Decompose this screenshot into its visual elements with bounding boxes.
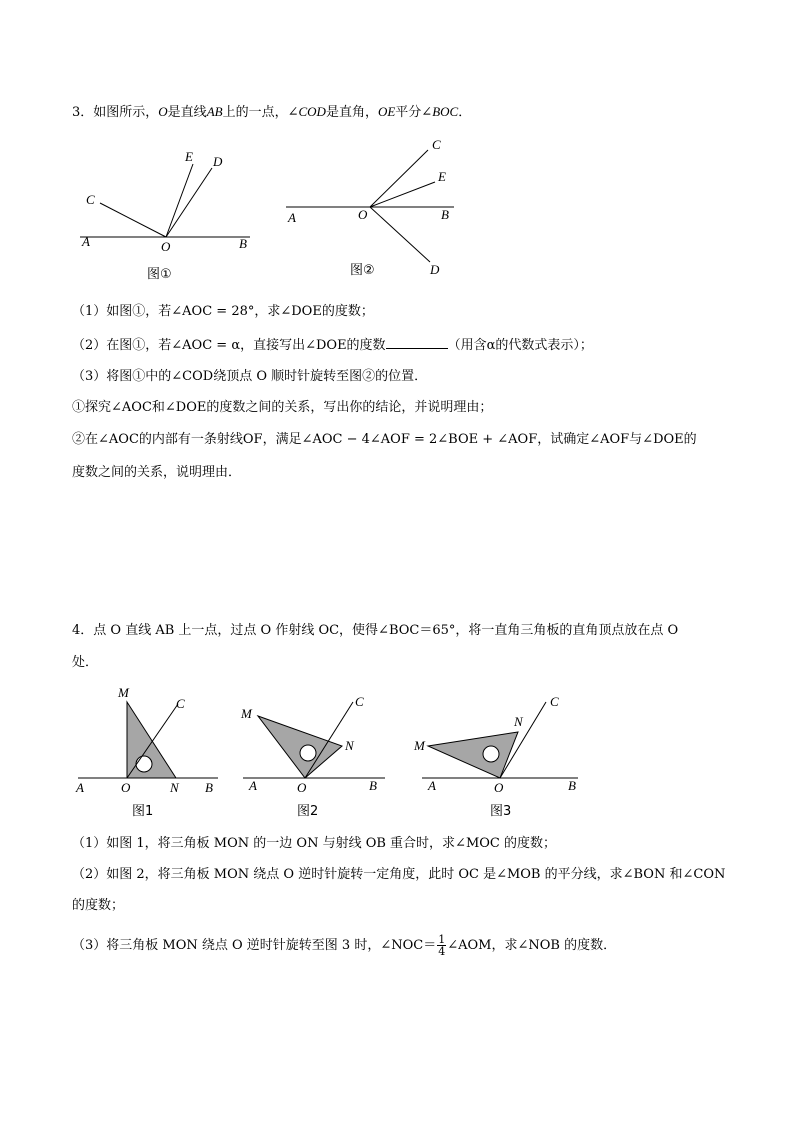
ray-od [166, 168, 212, 237]
figure-caption: 图3 [490, 804, 512, 819]
label-b: B [205, 780, 213, 795]
q4-part3 [72, 934, 616, 957]
q4-part3-text: ∠AOM，求∠NOB 的度数． [447, 938, 617, 953]
label-b: B [239, 236, 247, 251]
figure-caption: 图① [147, 267, 172, 282]
q4-intro-line1: 4．点 O 直线 AB 上一点，过点 O 作射线 OC，使得∠BOC＝65°，将一直角三角板的直角顶点放在点 O [72, 623, 679, 638]
ray-oc [100, 203, 166, 237]
q3-part3-2b: 度数之间的关系，说明理由． [72, 465, 242, 480]
plate-hole [483, 746, 499, 762]
label-o: O [358, 207, 368, 222]
fraction [437, 934, 446, 957]
label-n: N [514, 714, 523, 729]
q4-figure-1 [70, 682, 230, 824]
q3-intro-text: 3．如图所示， [72, 105, 159, 120]
q3-part1: （1）如图①，若∠AOC = 28°，求∠DOE的度数； [72, 304, 374, 319]
figure-caption: 图1 [132, 804, 154, 819]
q4-part2a: （2）如图 2，将三角板 MON 绕点 O 逆时针旋转一定角度，此时 OC 是∠MOB 的平分线，求∠BON 和∠CON [72, 867, 726, 882]
figure-caption: 图② [350, 263, 375, 278]
label-c: C [432, 137, 441, 152]
q4-part2b: 的度数； [72, 898, 125, 913]
label-b: B [441, 207, 449, 222]
q3-intro-text: 是直角， [325, 105, 378, 120]
label-c: C [355, 694, 364, 709]
fraction-numerator: 1 [438, 933, 446, 946]
q3-intro-var: BOC [432, 104, 459, 119]
q4-part3-text: （3）将三角板 MON 绕点 O 逆时针旋转至图 3 时，∠NOC＝ [72, 938, 437, 953]
figure-caption: 图2 [297, 804, 319, 819]
label-o: O [297, 780, 307, 795]
label-d: D [430, 262, 440, 277]
q3-part3: （3）将图①中的∠COD绕顶点 O 顺时针旋转至图②的位置． [72, 369, 428, 384]
q3-intro-text: 是直线 [167, 105, 207, 120]
label-a: A [428, 778, 436, 793]
triangle-plate [258, 716, 342, 778]
label-o: O [121, 780, 131, 795]
label-a: A [249, 778, 257, 793]
q4-intro-line2: 处． [72, 655, 99, 670]
q3-intro-var: COD [298, 104, 326, 119]
label-m: M [241, 706, 252, 721]
q3-part2 [72, 336, 593, 354]
label-e: E [185, 149, 193, 164]
plate-hole [136, 756, 152, 772]
label-b: B [369, 778, 377, 793]
label-o: O [494, 780, 504, 795]
label-a: A [82, 234, 90, 249]
label-c: C [86, 192, 95, 207]
q4-figure-2 [235, 688, 395, 824]
label-c: C [176, 696, 185, 711]
label-o: O [161, 239, 171, 254]
ray-od [370, 207, 430, 262]
label-a: A [76, 780, 84, 795]
plate-hole [300, 745, 316, 761]
q3-intro-var: O [158, 104, 168, 119]
q4-figure-3 [410, 688, 590, 824]
q3-intro-var: AB [206, 104, 223, 119]
q3-part2-text: （2）在图①，若∠AOC = α，直接写出∠DOE的度数 [72, 338, 386, 353]
q3-intro-text: ． [458, 105, 472, 120]
label-c: C [550, 694, 559, 709]
label-d: D [213, 154, 223, 169]
q4-part1: （1）如图 1，将三角板 MON 的一边 ON 与射线 OB 重合时，求∠MOC 的度数； [72, 836, 556, 851]
q3-part2-text: （用含α的代数式表示）； [447, 338, 593, 353]
label-a: A [288, 210, 296, 225]
fraction-denominator: 4 [438, 945, 446, 958]
answer-blank [386, 336, 448, 349]
q3-intro-text: 上的一点，∠ [222, 105, 299, 120]
q3-intro [72, 104, 471, 121]
ray-oe [166, 164, 193, 237]
q3-figure-2 [280, 130, 470, 280]
ray-oe [370, 182, 435, 207]
q3-figure-1 [70, 140, 270, 285]
q3-intro-text: 平分∠ [395, 105, 433, 120]
q3-part3-1: ①探究∠AOC和∠DOE的度数之间的关系，写出你的结论，并说明理由； [72, 400, 493, 415]
label-n: N [345, 738, 354, 753]
q3-part3-2a: ②在∠AOC的内部有一条射线OF，满足∠AOC − 4∠AOF = 2∠BOE + ∠AOF，试确定∠AOF与∠DOE的 [72, 432, 697, 447]
label-m: M [118, 685, 129, 700]
label-m: M [414, 738, 425, 753]
label-e: E [438, 169, 446, 184]
q3-intro-var: OE [377, 104, 396, 119]
ray-oc [370, 150, 428, 207]
label-n: N [170, 780, 179, 795]
label-b: B [568, 778, 576, 793]
